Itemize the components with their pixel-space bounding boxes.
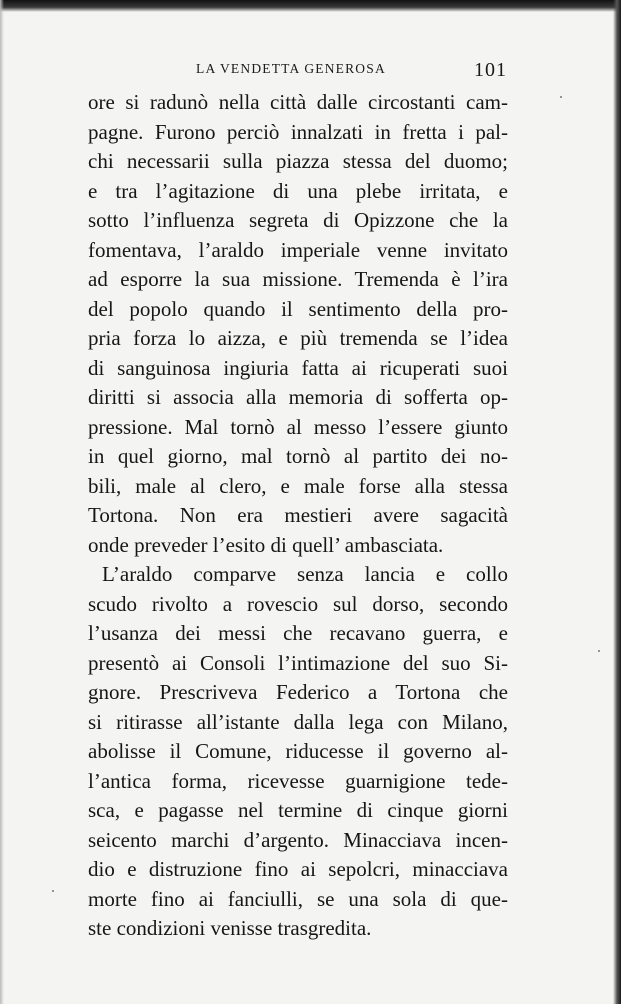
text-line: del popolo quando il sentimento della pro-: [88, 296, 508, 321]
text-line: di sanguinosa ingiuria fatta ai ricuperati suoi: [88, 355, 508, 380]
text-line: fomentava, l’araldo imperiale venne invitato: [88, 237, 508, 262]
paper-speck: [560, 96, 562, 98]
text-line: e tra l’agitazione di una plebe irritata, e: [88, 178, 508, 203]
text-line: diritti si associa alla memoria di sofferta op-: [88, 385, 508, 409]
page-number: 101: [474, 59, 507, 81]
text-line: L’araldo comparve senza lancia e collo: [102, 562, 508, 586]
scan-edge-right: [613, 0, 621, 1004]
text-line: sca, e pagasse nel termine di cinque giorni: [88, 798, 508, 822]
running-head: [0, 59, 621, 85]
text-line: l’antica forma, ricevesse guarnigione tede-: [88, 768, 508, 793]
scan-edge-top: [0, 0, 621, 12]
running-title: LA VENDETTA GENEROSA: [196, 61, 386, 76]
text-line: ste condizioni venisse trasgredita.: [88, 916, 372, 940]
text-line: ad esporre la sua missione. Tremenda è l’ira: [88, 267, 508, 291]
paper-speck: [598, 650, 600, 652]
text-line: si ritirasse all’istante dalla lega con Milano,: [88, 709, 508, 734]
text-line: abolisse il Comune, riducesse il governo al-: [88, 739, 508, 763]
text-line: onde preveder l’esito di quell’ ambasciata.: [88, 532, 444, 557]
text-line: Tortona. Non era mestieri avere sagacità: [88, 503, 508, 527]
text-line: chi necessarii sulla piazza stessa del duomo;: [88, 149, 508, 173]
text-line: pria forza lo aizza, e più tremenda se l’idea: [88, 326, 508, 350]
text-line: morte fino ai fanciulli, se una sola di que-: [88, 886, 508, 911]
text-line: gnore. Prescriveva Federico a Tortona che: [88, 680, 508, 704]
paper-speck: [52, 890, 54, 892]
text-line: scudo rivolto a rovescio sul dorso, secondo: [88, 591, 508, 616]
text-line: pressione. Mal tornò al messo l’essere giunto: [88, 414, 508, 439]
text-line: ore si radunò nella città dalle circostanti cam-: [88, 90, 508, 114]
text-line: dio e distruzione fino ai sepolcri, minacciava: [88, 857, 508, 881]
scan-edge-left: [0, 0, 4, 1004]
text-line: bili, male al clero, e male forse alla stessa: [88, 473, 508, 498]
text-line: pagne. Furono perciò innalzati in fretta i pal-: [88, 119, 508, 144]
body-text: [88, 88, 508, 944]
paragraph-2: [88, 560, 508, 944]
text-line: sotto l’influenza segreta di Opizzone che la: [88, 208, 508, 232]
paragraph-1: [88, 88, 508, 560]
text-line: l’usanza dei messi che recavano guerra, e: [88, 621, 508, 645]
text-line: in quel giorno, mal tornò al partito dei no-: [88, 444, 508, 468]
text-line: presentò ai Consoli l’intimazione del suo Si-: [88, 650, 508, 675]
text-line: seicento marchi d’argento. Minacciava incen-: [88, 827, 508, 852]
